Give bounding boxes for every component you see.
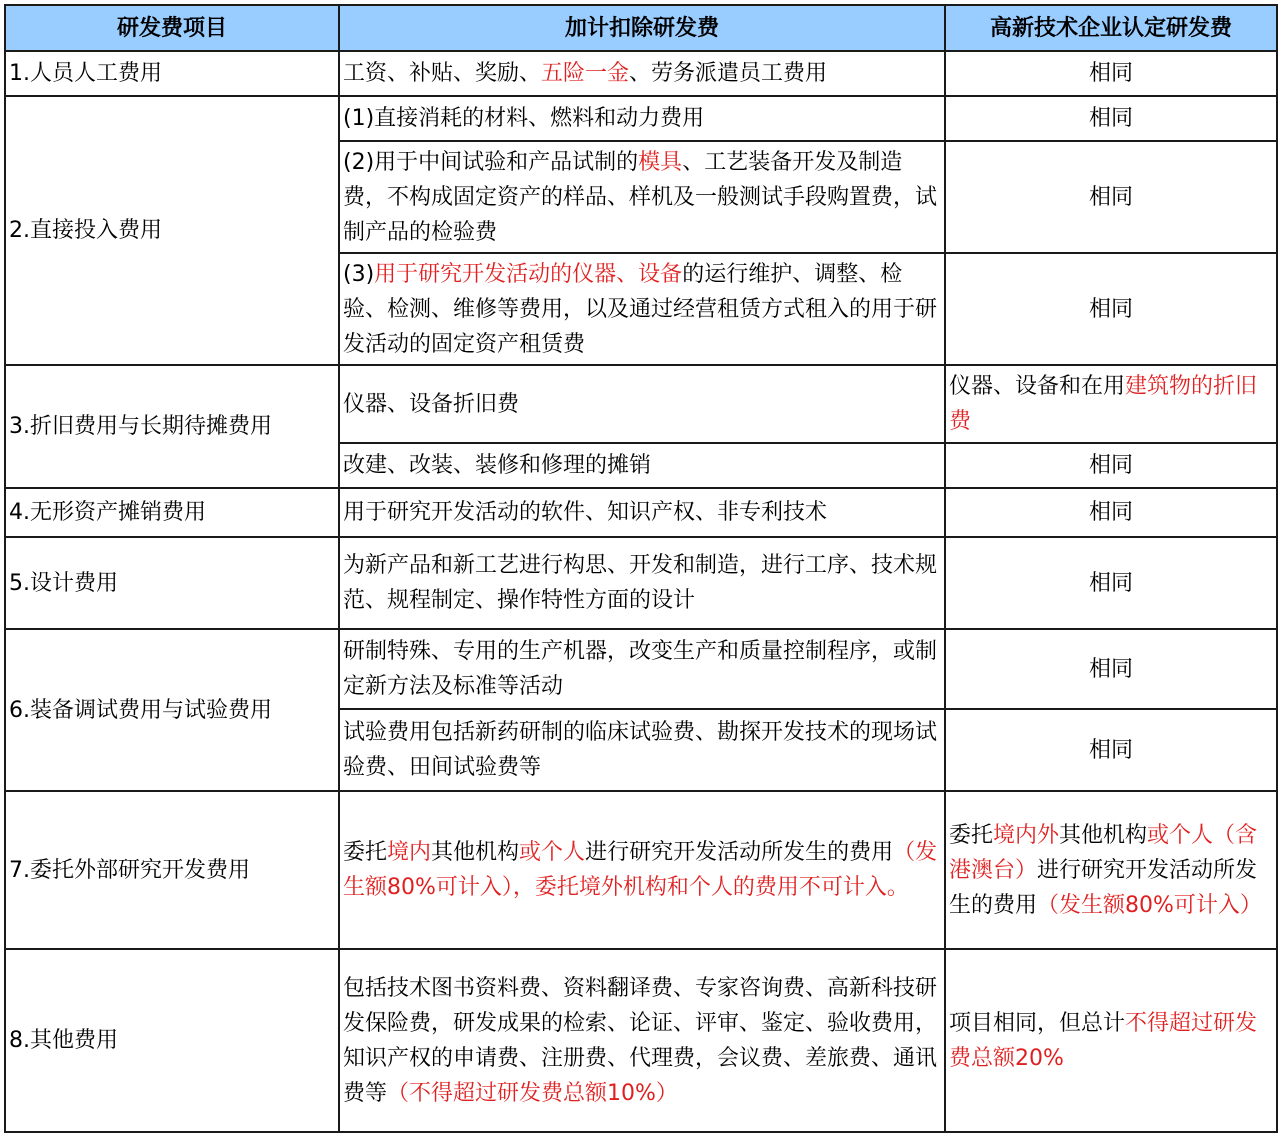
hightech-cell [945, 443, 1277, 488]
header-row [5, 5, 1277, 51]
cell-text: 委托 [343, 840, 388, 865]
cell-text: 相同 [1088, 61, 1133, 86]
cell-text: 项目相同，但总计 [949, 1010, 1126, 1036]
cell-text: 用于研究开发活动的软件、知识产权、非专利技术 [343, 500, 828, 525]
highlighted-text: （发生额80%可计入），委托境外机构和个人的费用不可计入。 [343, 840, 938, 900]
item-cell: 6.装备调试费用与试验费用 [5, 629, 339, 791]
table-row [5, 96, 1277, 141]
cell-text: 仪器、设备和在用 [949, 374, 1126, 399]
highlighted-text: 境内 [387, 840, 432, 865]
highlighted-text: 五险一金 [541, 61, 630, 86]
deduction-cell [339, 253, 945, 365]
highlighted-text: 建筑物的折旧费 [949, 374, 1258, 434]
table-row [5, 51, 1277, 96]
cell-text: 相同 [1088, 656, 1133, 682]
cell-text: 其他机构 [431, 840, 520, 865]
deduction-cell [339, 365, 945, 443]
header-hightech: 高新技术企业认定研发费 [945, 5, 1277, 51]
cell-text: 、劳务派遣员工费用 [629, 61, 828, 86]
hightech-cell [945, 141, 1277, 253]
cell-text: 相同 [1088, 106, 1133, 131]
hightech-cell [945, 949, 1277, 1132]
header-deduction: 加计扣除研发费 [339, 5, 945, 51]
cell-text: 、工艺装备开发及制造费，不构成固定资产的样品、样机及一般测试手段购置费，试制产品的检验费 [343, 149, 938, 245]
cell-text: 相同 [1088, 500, 1133, 525]
item-cell: 7.委托外部研究开发费用 [5, 791, 339, 949]
cell-text: 为新产品和新工艺进行构思、开发和制造，进行工序、技术规范、规程制定、操作特性方面的设计 [343, 553, 938, 613]
table-row [5, 629, 1277, 709]
hightech-cell [945, 709, 1277, 791]
highlighted-text: 或个人（含港澳台） [949, 822, 1258, 883]
table-row [5, 949, 1277, 1132]
item-cell: 4.无形资产摊销费用 [5, 488, 339, 537]
table-row [5, 365, 1277, 443]
hightech-cell [945, 537, 1277, 629]
highlighted-text: 境内外 [993, 822, 1060, 848]
highlighted-text: 用于研究开发活动的仪器、设备 [374, 261, 683, 287]
highlighted-text: （发生额80%可计入） [1037, 892, 1262, 918]
deduction-cell [339, 96, 945, 141]
hightech-cell [945, 791, 1277, 949]
deduction-cell [339, 488, 945, 537]
hightech-cell [945, 629, 1277, 709]
deduction-cell [339, 791, 945, 949]
item-cell: 5.设计费用 [5, 537, 339, 629]
highlighted-text: 不得超过研发费总额20% [949, 1010, 1258, 1071]
item-cell: 8.其他费用 [5, 949, 339, 1132]
highlighted-text: 或个人 [519, 840, 586, 865]
header-item: 研发费项目 [5, 5, 339, 51]
hightech-cell [945, 51, 1277, 96]
cell-text: (1)直接消耗的材料、燃料和动力费用 [343, 106, 705, 131]
hightech-cell [945, 253, 1277, 365]
cell-text: 改建、改装、装修和修理的摊销 [343, 453, 652, 478]
item-cell: 1.人员人工费用 [5, 51, 339, 96]
cell-text: (3) [343, 261, 375, 287]
item-cell: 2.直接投入费用 [5, 96, 339, 365]
table-row [5, 537, 1277, 629]
table-row [5, 791, 1277, 949]
hightech-cell [945, 488, 1277, 537]
cell-text: 进行研究开发活动所发生的费用 [585, 840, 894, 865]
cell-text: (2)用于中间试验和产品试制的 [343, 149, 639, 175]
highlighted-text: （不得超过研发费总额10%） [387, 1080, 678, 1106]
cell-text: 相同 [1088, 296, 1133, 322]
cell-text: 委托 [949, 822, 994, 848]
cell-text: 仪器、设备折旧费 [343, 391, 520, 417]
cell-text: 相同 [1088, 184, 1133, 210]
cell-text: 工资、补贴、奖励、 [343, 61, 542, 86]
cell-text: 试验费用包括新药研制的临床试验费、勘探开发技术的现场试验费、田间试验费等 [343, 720, 938, 780]
cell-text: 的运行维护、调整、检验、检测、维修等费用，以及通过经营租赁方式租入的用于研发活动的固定资产租赁费 [343, 261, 938, 357]
cell-text: 进行研究开发活动所发生的费用 [949, 857, 1258, 918]
deduction-cell [339, 141, 945, 253]
rd-expense-comparison-table [4, 4, 1278, 1133]
cell-text: 相同 [1088, 737, 1133, 763]
highlighted-text: 模具 [638, 149, 683, 175]
cell-text: 相同 [1088, 453, 1133, 478]
deduction-cell [339, 629, 945, 709]
cell-text: 包括技术图书资料费、资料翻译费、专家咨询费、高新科技研发保险费，研发成果的检索、论证、评审、鉴定、验收费用，知识产权的申请费、注册费、代理费，会议费、差旅费、通讯费等 [343, 975, 938, 1106]
cell-text: 相同 [1088, 570, 1133, 596]
cell-text: 研制特殊、专用的生产机器，改变生产和质量控制程序，或制定新方法及标准等活动 [343, 639, 938, 699]
deduction-cell [339, 51, 945, 96]
cell-text: 其他机构 [1059, 822, 1148, 848]
table-row [5, 488, 1277, 537]
hightech-cell [945, 96, 1277, 141]
deduction-cell [339, 709, 945, 791]
deduction-cell [339, 443, 945, 488]
deduction-cell [339, 949, 945, 1132]
item-cell: 3.折旧费用与长期待摊费用 [5, 365, 339, 488]
deduction-cell [339, 537, 945, 629]
hightech-cell [945, 365, 1277, 443]
